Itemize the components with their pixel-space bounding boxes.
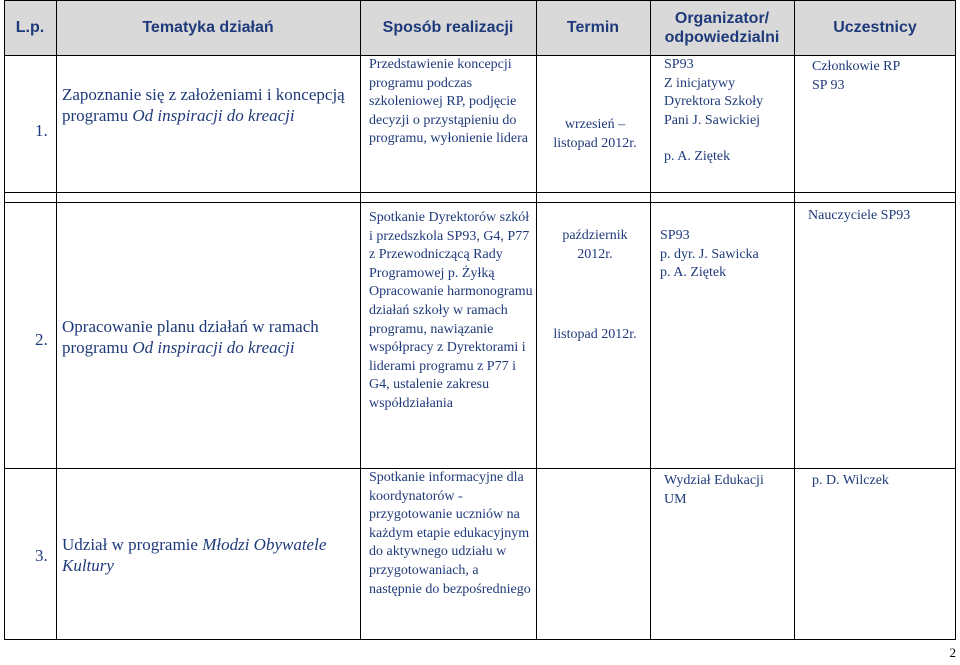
row1-term-line2: listopad 2012r.	[553, 135, 637, 151]
row3-org-line2: UM	[664, 491, 687, 507]
row3-topic	[62, 534, 358, 576]
row3-topic-plain: Udział w programie	[62, 535, 203, 554]
row2-org-line1: SP93	[660, 228, 690, 243]
row2-method: Spotkanie Dyrektorów szkół i przedszkola SP93, G4, P77 z Przewodniczącą Rady Programowej p. Żyłką Opracowanie harmonogramu działań szkoły w ramach programu, nawiązanie współpracy z Dyrektorami i liderami programu z P77 i G4, ustalenie zakresu współdziałania	[369, 210, 533, 411]
row1-org-line3: Dyrektora Szkoły	[664, 94, 764, 110]
row1-org-line4: Pani J. Sawickiej	[664, 112, 761, 128]
row1-participants-line2: SP 93	[812, 77, 845, 93]
row2-lp: 2.	[35, 330, 48, 349]
row2-topic-plain: Opracowanie planu działań w ramach programu	[62, 317, 319, 357]
row1-topic-plain: Zapoznanie się z założeniami i koncepcją programu	[62, 85, 345, 125]
row2-term	[541, 227, 649, 345]
row1-topic	[62, 84, 358, 126]
row2-term-line2: 2012r.	[577, 246, 613, 262]
row2-org-line2: p. dyr. J. Sawicka	[660, 246, 759, 262]
header-uczestnicy: Uczestnicy	[794, 0, 956, 55]
row2-org-line3: p. A. Ziętek	[660, 265, 727, 281]
row1-term-line1: wrzesień –	[564, 117, 626, 132]
row3-topic-italic: Młodzi Obywatele Kultury	[62, 535, 327, 575]
row3-method: Spotkanie informacyjne dla koordynatorów - przygotowanie uczniów na każdym etapie edukacyjnym do aktywnego udziału w przygotowaniach, a następnie do bezpośredniego	[369, 470, 531, 597]
row1-org-line5: p. A. Ziętek	[664, 149, 731, 165]
row3-organizer	[664, 472, 792, 509]
row1-method: Przedstawienie koncepcji programu podczas szkoleniowej RP, podjęcie decyzji o przystąpieniu do programu, wyłonienie lidera	[369, 57, 529, 147]
header-organizator-line2: odpowiedzialni	[664, 28, 780, 46]
row2-organizer	[660, 227, 792, 283]
header-termin: Termin	[536, 0, 650, 55]
page-number: 2	[949, 645, 956, 660]
header-organizator-line1: Organizator/	[674, 9, 770, 27]
row1-term	[541, 116, 649, 153]
row1-lp: 1.	[35, 121, 48, 140]
row2-term-line3: listopad 2012r.	[553, 327, 637, 343]
row2-participants: Nauczyciele SP93	[808, 208, 911, 223]
row3-participants: p. D. Wilczek	[812, 473, 889, 488]
header-organizator	[650, 0, 794, 55]
row3-lp: 3.	[35, 546, 48, 565]
row1-organizer	[664, 56, 792, 167]
row1-participants-line1: Członkowie RP	[812, 59, 901, 74]
row1-org-line2: Z inicjatywy	[664, 75, 736, 91]
row3-org-line1: Wydział Edukacji	[664, 473, 764, 488]
row2-topic-italic: Od inspiracji do kreacji	[132, 338, 295, 357]
row2-topic	[62, 316, 358, 358]
row1-org-line1: SP93	[664, 57, 694, 72]
header-tematyka: Tematyka działań	[56, 0, 360, 55]
row1-topic-italic: Od inspiracji do kreacji	[132, 106, 295, 125]
plan-table	[4, 0, 956, 640]
row2-term-line1: październik	[562, 228, 628, 243]
header-lp: L.p.	[4, 0, 56, 55]
row1-participants	[812, 58, 952, 95]
header-sposob: Sposób realizacji	[360, 0, 536, 55]
